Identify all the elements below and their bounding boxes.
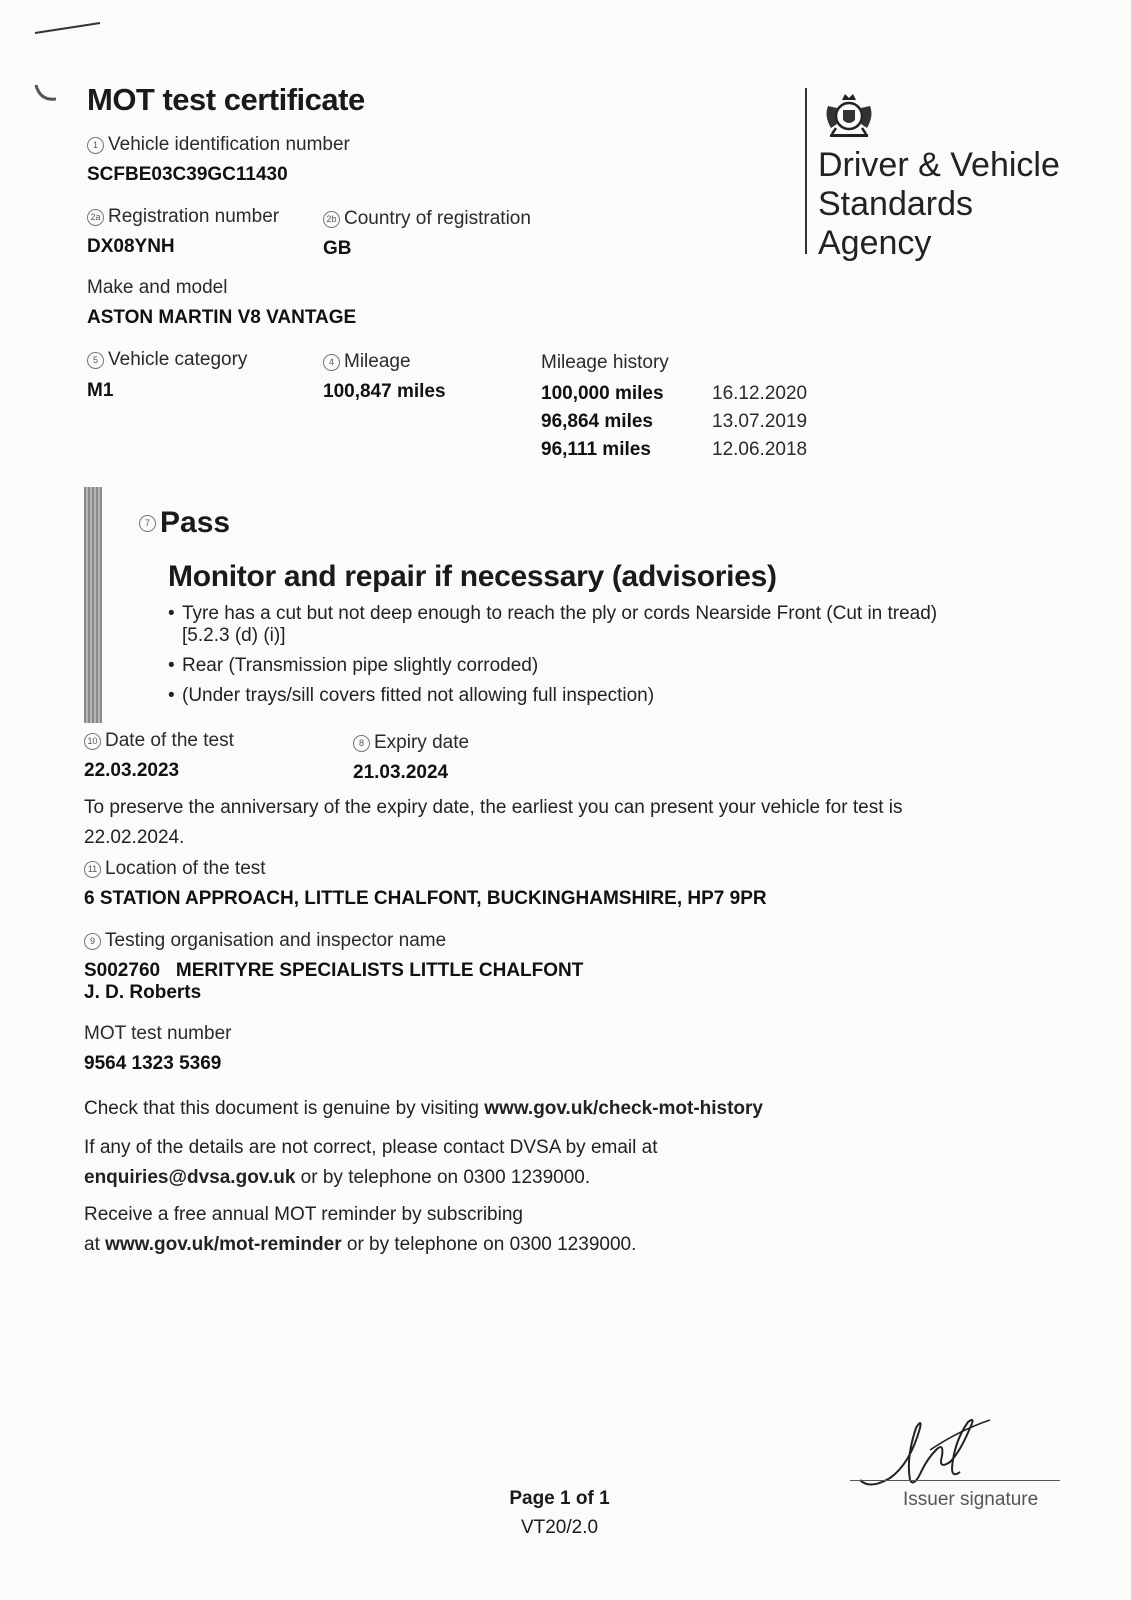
advisory-item: • Rear (Transmission pipe slightly corroded) (168, 655, 1048, 677)
registration-label: 2a Registration number (87, 206, 279, 228)
category-value: M1 (87, 380, 114, 401)
pass-indicator-bar (84, 487, 102, 723)
expiry-date-value: 21.03.2024 (353, 762, 449, 783)
field-number: 11 (84, 861, 101, 878)
history-miles-3: 96,111 miles (541, 439, 651, 460)
make-model-value: ASTON MARTIN V8 VANTAGE (87, 307, 357, 328)
genuine-check: Check that this document is genuine by visiting www.gov.uk/check-mot-history (84, 1098, 763, 1119)
test-number-label: MOT test number (84, 1023, 232, 1044)
history-date-2: 13.07.2019 (712, 411, 808, 432)
page-number: Page 1 of 1 (509, 1488, 610, 1509)
field-number: 2a (87, 209, 104, 226)
vin-label: 1 Vehicle identification number (87, 134, 350, 156)
signature-line (850, 1480, 1060, 1481)
history-miles-2: 96,864 miles (541, 411, 653, 432)
advisories-heading: Monitor and repair if necessary (advisories) (168, 560, 777, 593)
form-code: VT20/2.0 (520, 1517, 599, 1538)
field-number: 4 (323, 354, 340, 371)
field-number: 8 (353, 735, 370, 752)
mileage-value: 100,847 miles (323, 381, 446, 402)
agency-divider (805, 88, 807, 254)
organisation-value: S002760 MERITYRE SPECIALISTS LITTLE CHALFONT (84, 960, 584, 981)
field-number: 1 (87, 137, 104, 154)
issuer-signature (850, 1410, 1020, 1490)
make-model-label: Make and model (87, 277, 228, 298)
mot-reminder-link[interactable]: www.gov.uk/mot-reminder (105, 1234, 342, 1255)
vin-value: SCFBE03C39GC11430 (87, 164, 288, 185)
registration-value: DX08YNH (87, 236, 175, 257)
country-label: 2b Country of registration (323, 208, 531, 230)
history-date-3: 12.06.2018 (712, 439, 808, 460)
history-miles-1: 100,000 miles (541, 383, 664, 404)
agency-name: Driver & Vehicle Standards Agency (818, 146, 1060, 262)
contact-info: If any of the details are not correct, please contact DVSA by email at enquiries@dvsa.gov.uk or by telephone on 0300 1239000. (84, 1137, 658, 1188)
anniversary-note: To preserve the anniversary of the expiry date, the earliest you can present your vehicle for test is 22.02.2024. (84, 797, 903, 848)
test-date-value: 22.03.2023 (84, 760, 180, 781)
page-title: MOT test certificate (87, 82, 365, 117)
field-number: 5 (87, 352, 104, 369)
field-number: 10 (84, 733, 101, 750)
field-number: 9 (84, 933, 101, 950)
location-value: 6 STATION APPROACH, LITTLE CHALFONT, BUCKINGHAMSHIRE, HP7 9PR (84, 888, 767, 909)
test-number-value: 9564 1323 5369 (84, 1053, 222, 1074)
signature-label: Issuer signature (903, 1489, 1039, 1510)
email-link[interactable]: enquiries@dvsa.gov.uk (84, 1167, 296, 1188)
advisory-item: • (Under trays/sill covers fitted not allowing full inspection) (168, 685, 1048, 707)
organisation-label: 9 Testing organisation and inspector name (84, 930, 446, 952)
country-value: GB (323, 238, 352, 259)
test-date-label: 10 Date of the test (84, 730, 234, 752)
check-mot-history-link[interactable]: www.gov.uk/check-mot-history (484, 1098, 763, 1119)
royal-crest-icon (822, 86, 876, 142)
field-number: 7 (139, 515, 156, 532)
result-pass: 7 Pass (139, 506, 230, 540)
field-number: 2b (323, 211, 340, 228)
mileage-history-label: Mileage history (541, 352, 669, 373)
expiry-date-label: 8 Expiry date (353, 732, 469, 754)
advisories-list (168, 603, 1048, 715)
reminder-info: Receive a free annual MOT reminder by subscribing at www.gov.uk/mot-reminder or by telephone on 0300 1239000. (84, 1204, 637, 1255)
advisory-item: • Tyre has a cut but not deep enough to reach the ply or cords Nearside Front (Cut in tread) [5.2.3 (d) (i)] (168, 603, 1048, 647)
inspector-name: J. D. Roberts (84, 982, 202, 1003)
mileage-label: 4 Mileage (323, 351, 411, 373)
history-date-1: 16.12.2020 (712, 383, 808, 404)
category-label: 5 Vehicle category (87, 349, 247, 371)
location-label: 11 Location of the test (84, 858, 266, 880)
